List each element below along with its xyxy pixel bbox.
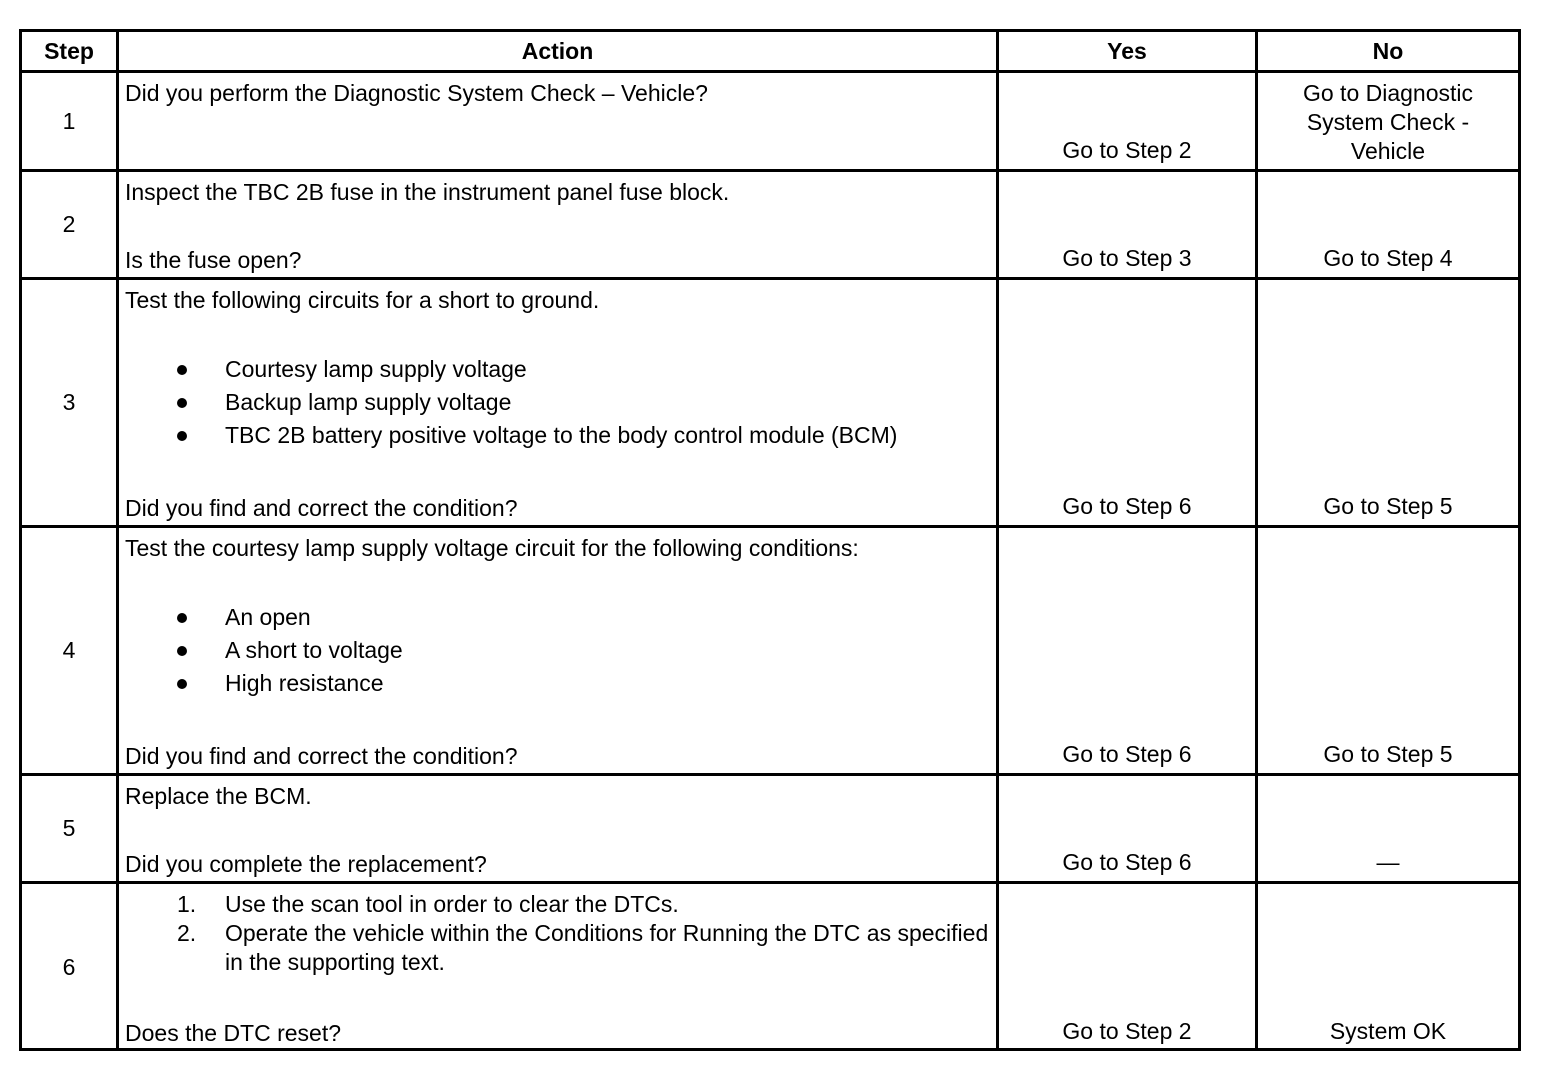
step-number-5: 5 (22, 776, 119, 884)
list-item: High resistance (125, 667, 990, 700)
yes-cell-6: Go to Step 2 (999, 884, 1258, 1050)
step-number-2: 2 (22, 172, 119, 280)
list-item (125, 890, 990, 919)
action-question: Did you complete the replacement? (125, 851, 487, 877)
list-item: TBC 2B battery positive voltage to the body control module (BCM) (125, 419, 990, 452)
action-question: Does the DTC reset? (125, 1020, 342, 1046)
action-cell-4 (119, 528, 999, 776)
no-cell-1: Go to Diagnostic System Check - Vehicle (1258, 73, 1518, 172)
step-number-6: 6 (22, 884, 119, 1050)
no-cell-4: Go to Step 5 (1258, 528, 1518, 776)
no-cell-3: Go to Step 5 (1258, 280, 1518, 528)
list-text: Operate the vehicle within the Conditions for Running the DTC as specified in the supporting text. (225, 920, 989, 975)
bullet-list (125, 601, 990, 700)
bullet-list (125, 353, 990, 452)
action-text: Test the following circuits for a short to ground. (125, 287, 600, 313)
list-number: 1. (177, 891, 197, 917)
no-cell-5: — (1258, 776, 1518, 884)
step-number-4: 4 (22, 528, 119, 776)
action-question: Is the fuse open? (125, 247, 302, 273)
header-step: Step (22, 32, 119, 73)
numbered-list (125, 890, 990, 977)
list-item (125, 919, 990, 977)
action-cell-3 (119, 280, 999, 528)
yes-cell-3: Go to Step 6 (999, 280, 1258, 528)
list-item: Courtesy lamp supply voltage (125, 353, 990, 386)
yes-cell-2: Go to Step 3 (999, 172, 1258, 280)
step-number-3: 3 (22, 280, 119, 528)
no-cell-6: System OK (1329, 1018, 1447, 1044)
list-number: 2. (177, 920, 197, 946)
header-yes: Yes (999, 32, 1258, 73)
yes-cell-5: Go to Step 6 (999, 776, 1258, 884)
action-question: Did you find and correct the condition? (125, 495, 518, 521)
action-cell-6 (119, 884, 999, 1050)
action-text: Replace the BCM. (125, 783, 312, 809)
list-item: Backup lamp supply voltage (125, 386, 990, 419)
list-item: An open (125, 601, 990, 634)
action-cell-2 (119, 172, 999, 280)
header-action: Action (119, 32, 999, 73)
yes-cell-4: Go to Step 6 (999, 528, 1258, 776)
list-item: A short to voltage (125, 634, 990, 667)
action-question: Did you find and correct the condition? (125, 743, 518, 769)
action-text: Did you perform the Diagnostic System Check – Vehicle? (125, 80, 708, 106)
action-cell-1 (119, 73, 999, 172)
action-text: Inspect the TBC 2B fuse in the instrument panel fuse block. (125, 179, 730, 205)
diagnostic-table (19, 29, 1521, 1051)
no-cell-2: Go to Step 4 (1258, 172, 1518, 280)
action-text: Test the courtesy lamp supply voltage circuit for the following conditions: (125, 535, 859, 561)
step-number-1: 1 (22, 73, 119, 172)
action-cell-5 (119, 776, 999, 884)
header-no: No (1258, 32, 1518, 73)
yes-cell-1: Go to Step 2 (999, 73, 1258, 172)
list-text: Use the scan tool in order to clear the DTCs. (225, 891, 679, 917)
